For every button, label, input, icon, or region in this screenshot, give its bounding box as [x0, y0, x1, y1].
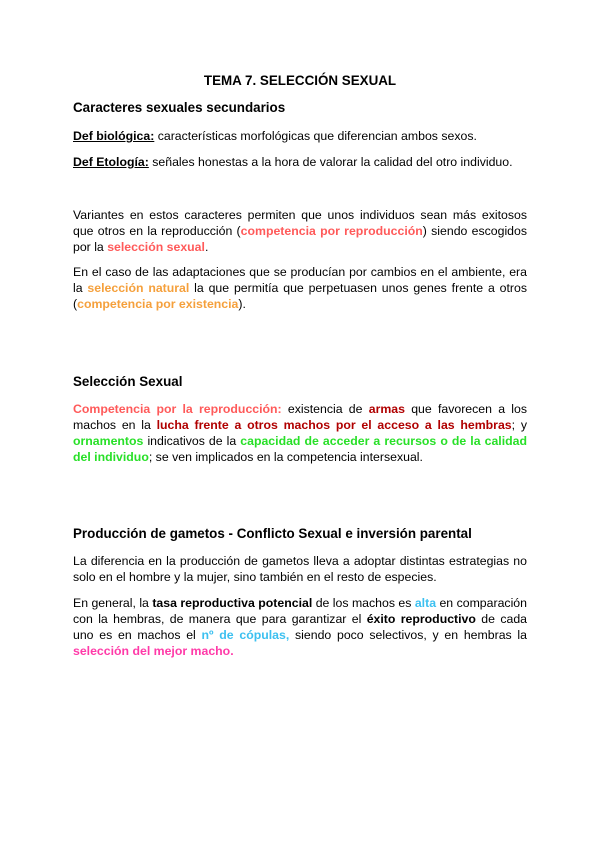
definition-ethology	[73, 154, 513, 170]
highlight-term: selección natural	[87, 281, 190, 295]
text-run: en comparación con la hembras, de manera que para garantizar el	[73, 596, 527, 626]
text-run: .	[204, 240, 209, 254]
text-run: ).	[238, 297, 246, 311]
text-run: En el caso de las adaptaciones que se producían por cambios en el ambiente, era la	[73, 265, 527, 295]
highlight-term: nº de cópulas,	[201, 628, 290, 642]
highlight-term: ornamentos	[73, 434, 144, 448]
definition-label: Def biológica:	[73, 129, 155, 143]
page-title: TEMA 7. SELECCIÓN SEXUAL	[203, 73, 397, 88]
definition-biological	[73, 128, 477, 144]
text-run: indicativos de la	[143, 434, 241, 448]
highlight-term: competencia por existencia	[77, 297, 239, 311]
highlight-term: capacidad de acceder a recursos o de la calidad del individuo	[73, 434, 527, 464]
highlight-term: lucha frente a otros machos por el acceso a las hembras	[156, 418, 512, 432]
highlight-term: competencia por reproducción	[240, 224, 423, 238]
text-run: ) siendo escogidos por la	[73, 224, 528, 254]
paragraph-reproductive-rate	[73, 595, 527, 659]
text-run: que favorecen a los machos en la	[73, 402, 528, 432]
paragraph-adaptations	[73, 264, 527, 312]
paragraph-gamete-difference: La diferencia en la producción de gametos lleva a adoptar distintas estrategias no solo en el hombre y la mujer, sino también en el resto de especies.	[73, 554, 527, 584]
section-heading-gamete-production: Producción de gametos - Conflicto Sexual e inversión parental	[73, 526, 472, 541]
section-heading-sexual-selection: Selección Sexual	[73, 374, 183, 389]
text-run: existencia de	[281, 402, 369, 416]
paragraph-variants	[73, 207, 527, 255]
text-run: Variantes en estos caracteres permiten que unos individuos sean más exitosos que otros en la reproducción (	[73, 208, 527, 238]
text-run: ; se ven implicados en la competencia intersexual.	[148, 450, 423, 464]
bold-term: éxito reproductivo	[366, 612, 476, 626]
text-run: siendo poco selectivos, y en hembras la	[289, 628, 528, 642]
bold-term: tasa reproductiva potencial	[152, 596, 313, 610]
text-run: ; y	[511, 418, 527, 432]
paragraph-competition	[73, 401, 527, 465]
definition-text: señales honestas a la hora de valorar la calidad del otro individuo.	[148, 155, 513, 169]
highlight-term: alta	[414, 596, 437, 610]
text-run: de cada uno es en machos el	[73, 612, 527, 642]
highlight-term: selección del mejor macho.	[73, 644, 234, 658]
highlight-term: Competencia por la reproducción:	[73, 402, 282, 416]
highlight-term: armas	[368, 402, 405, 416]
text-run: la que permitía que perpetuasen unos genes frente a otros (	[73, 281, 527, 311]
highlight-term: selección sexual	[107, 240, 205, 254]
definition-label: Def Etología:	[73, 155, 149, 169]
text-run: En general, la	[73, 596, 153, 610]
section-heading-secondary-characters: Caracteres sexuales secundarios	[73, 100, 286, 115]
definition-text: características morfológicas que diferencian ambos sexos.	[154, 129, 477, 143]
text-run: de los machos es	[312, 596, 415, 610]
